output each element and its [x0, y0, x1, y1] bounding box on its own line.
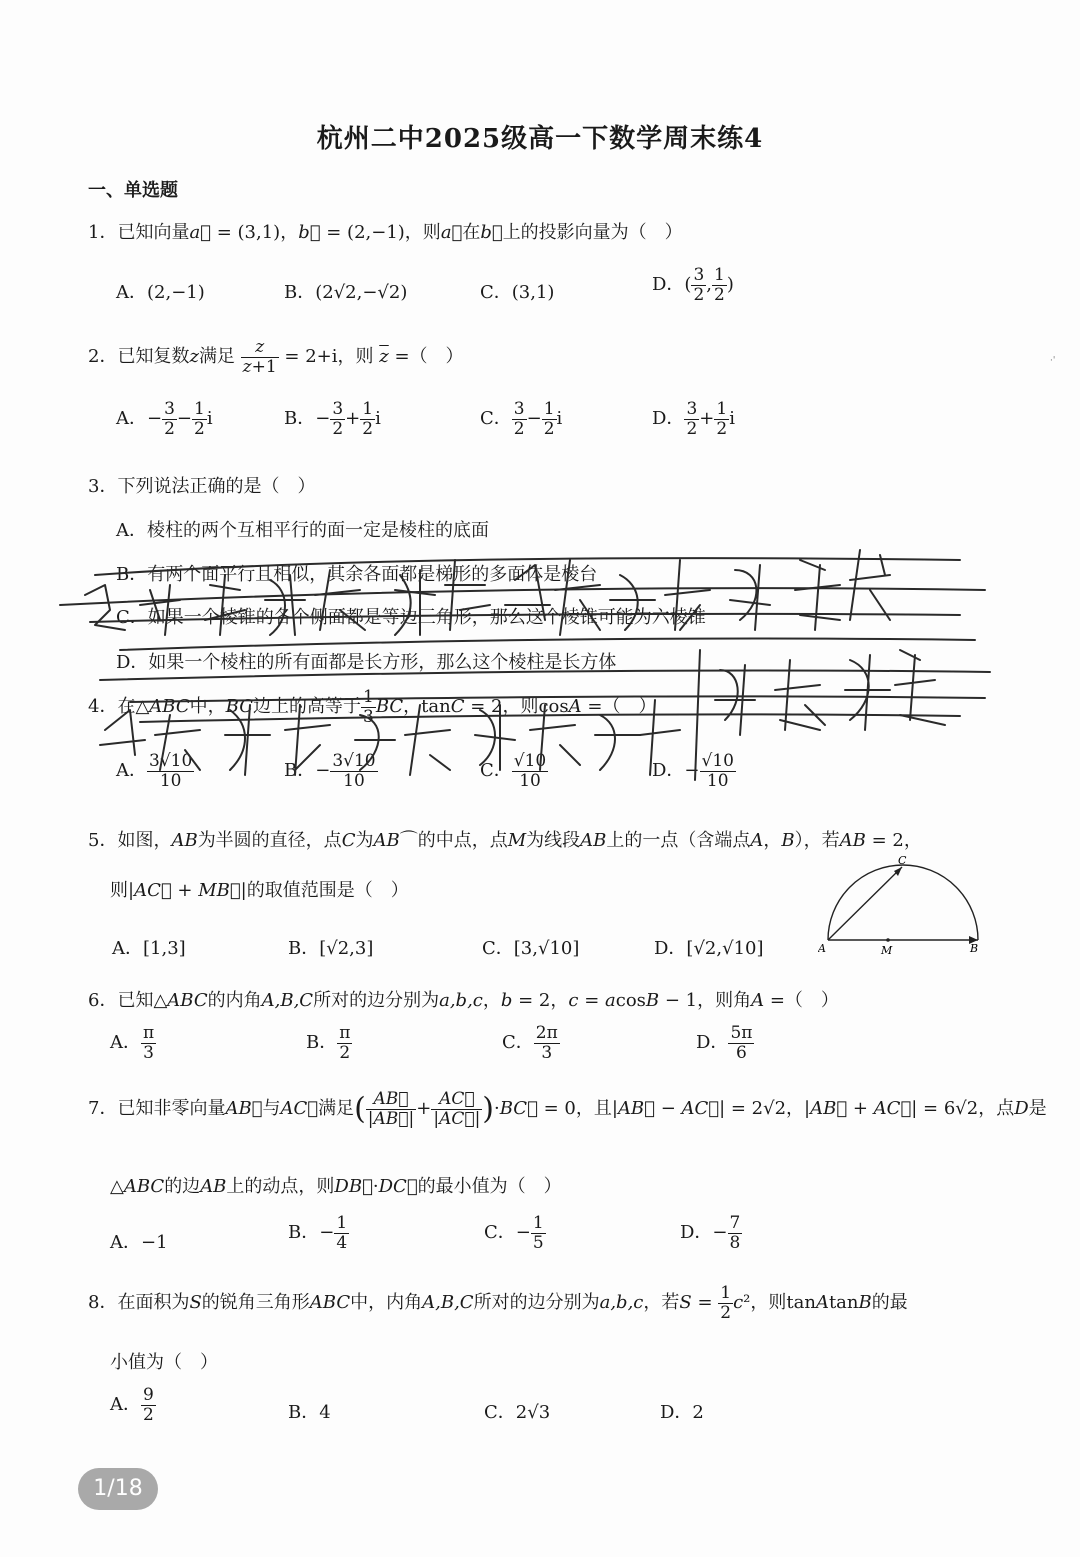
q6-option-a: A． $\frac{\pi}{3}$	[110, 1023, 155, 1063]
section-heading: 一、单选题	[88, 180, 178, 201]
q7-stem-line2: △ABC的边AB上的动点，则DB⃗·DC⃗的最小值为（ ）	[110, 1176, 562, 1197]
q1-option-c: C．(3,1)	[480, 282, 555, 303]
q8-option-d: D．2	[660, 1402, 704, 1423]
q2-option-d: D． $\frac{3}{2}$ + $\frac{1}{2}$ i	[652, 399, 735, 439]
q4-option-a: A． $\frac{3√10}{10}$	[116, 751, 193, 791]
page-title: 杭州二中2025级高一下数学周末练4	[316, 124, 764, 154]
q5-stem-line2: 则|AC⃗ + MB⃗|的取值范围是（ ）	[110, 880, 409, 901]
q2-option-b: B．− $\frac{3}{2}$ + $\frac{1}{2}$ i	[284, 399, 381, 439]
q3-option-d: D．如果一个棱柱的所有面都是长方形，那么这个棱柱是长方体	[116, 652, 617, 673]
q1-option-a: A．(2,−1)	[116, 282, 205, 303]
q5-option-a: A．[1,3]	[112, 938, 186, 959]
q3-option-a: A．棱柱的两个互相平行的面一定是棱柱的底面	[116, 520, 489, 541]
page-indicator[interactable]: 1/18	[78, 1468, 158, 1510]
q7-option-a: A．−1	[110, 1232, 168, 1253]
fig-label-a: A	[818, 942, 826, 955]
q2-option-a: A．− $\frac{3}{2}$ − $\frac{1}{2}$ i	[116, 399, 213, 439]
q3-stem: 3．下列说法正确的是（ ）	[88, 476, 316, 497]
q7-stem: 7．已知非零向量AB⃗与AC⃗满足( $\frac{AB⃗}{|AB⃗|}$ + $\frac{AC⃗}{|AC⃗|}$ )·BC⃗ = 0，且|AB⃗ − AC⃗| = 2√2，|AB⃗ + AC⃗| = 6√2，点D是	[88, 1089, 1047, 1129]
q8-stem: 8．在面积为S的锐角三角形ABC中，内角A,B,C所对的边分别为a,b,c，若S = $\frac{1}{2}$ c²，则tanAtanB的最	[88, 1283, 908, 1323]
q1-stem: 1．已知向量a⃗ = (3,1)，b⃗ = (2,−1)，则a⃗在b⃗上的投影向量为（ ）	[88, 222, 683, 243]
q8-option-b: B．4	[288, 1402, 331, 1423]
q8-option-c: C．2√3	[484, 1402, 551, 1423]
q4-option-d: D．− $\frac{√10}{10}$	[652, 751, 734, 791]
q6-stem: 6．已知△ABC的内角A,B,C所对的边分别为a,b,c，b = 2，c = acosB − 1，则角A =（ ）	[88, 990, 839, 1011]
q5-option-d: D．[√2,√10]	[654, 938, 764, 959]
fig-label-b: B	[970, 942, 979, 955]
q6-option-c: C． $\frac{2\pi}{3}$	[502, 1023, 558, 1063]
q4-stem: 4．在△ABC中，BC边上的高等于 $\frac{1}{3}$ BC，tanC = 2，则cosA =（ ）	[88, 687, 657, 727]
q8-stem-line2: 小值为（ ）	[110, 1352, 218, 1373]
q4-option-b: B．− $\frac{3√10}{10}$	[284, 751, 376, 791]
q5-stem: 5．如图，AB为半圆的直径，点C为AB⌒的中点，点M为线段AB上的一点（含端点A，B），若AB = 2，	[88, 830, 922, 851]
q3-option-b: B．有两个面平行且相似，其余各面都是梯形的多面体是棱台	[116, 564, 598, 585]
q2-stem: 2．已知复数z满足 $\frac{z}{z+1}$ = 2+i，则 $\overline{z}$ =（ ）	[88, 337, 464, 377]
semicircle-figure	[818, 850, 988, 960]
fig-label-c: C	[898, 854, 907, 867]
q5-option-b: B．[√2,3]	[288, 938, 374, 959]
q2-option-c: C． $\frac{3}{2}$ − $\frac{1}{2}$ i	[480, 399, 563, 439]
q4-option-c: C． $\frac{√10}{10}$	[480, 751, 547, 791]
q6-option-d: D． $\frac{5\pi}{6}$	[696, 1023, 753, 1063]
fig-label-m: M	[881, 944, 893, 957]
q7-option-c: C．− $\frac{1}{5}$	[484, 1213, 544, 1253]
q7-option-b: B．− $\frac{1}{4}$	[288, 1213, 348, 1253]
q6-option-b: B． $\frac{\pi}{2}$	[306, 1023, 351, 1063]
q5-option-c: C．[3,√10]	[482, 938, 580, 959]
q8-option-a: A． $\frac{9}{2}$	[110, 1385, 154, 1425]
q3-option-c: C．如果一个棱锥的各个侧面都是等边三角形，那么这个棱锥可能为六棱锥	[116, 607, 706, 628]
stray-mark: ·'	[1050, 356, 1056, 366]
q1-option-b: B．(2√2,−√2)	[284, 282, 408, 303]
q1-option-d: D．( $\frac{3}{2}$ , $\frac{1}{2}$ )	[652, 265, 734, 305]
q7-option-d: D．− $\frac{7}{8}$	[680, 1213, 741, 1253]
